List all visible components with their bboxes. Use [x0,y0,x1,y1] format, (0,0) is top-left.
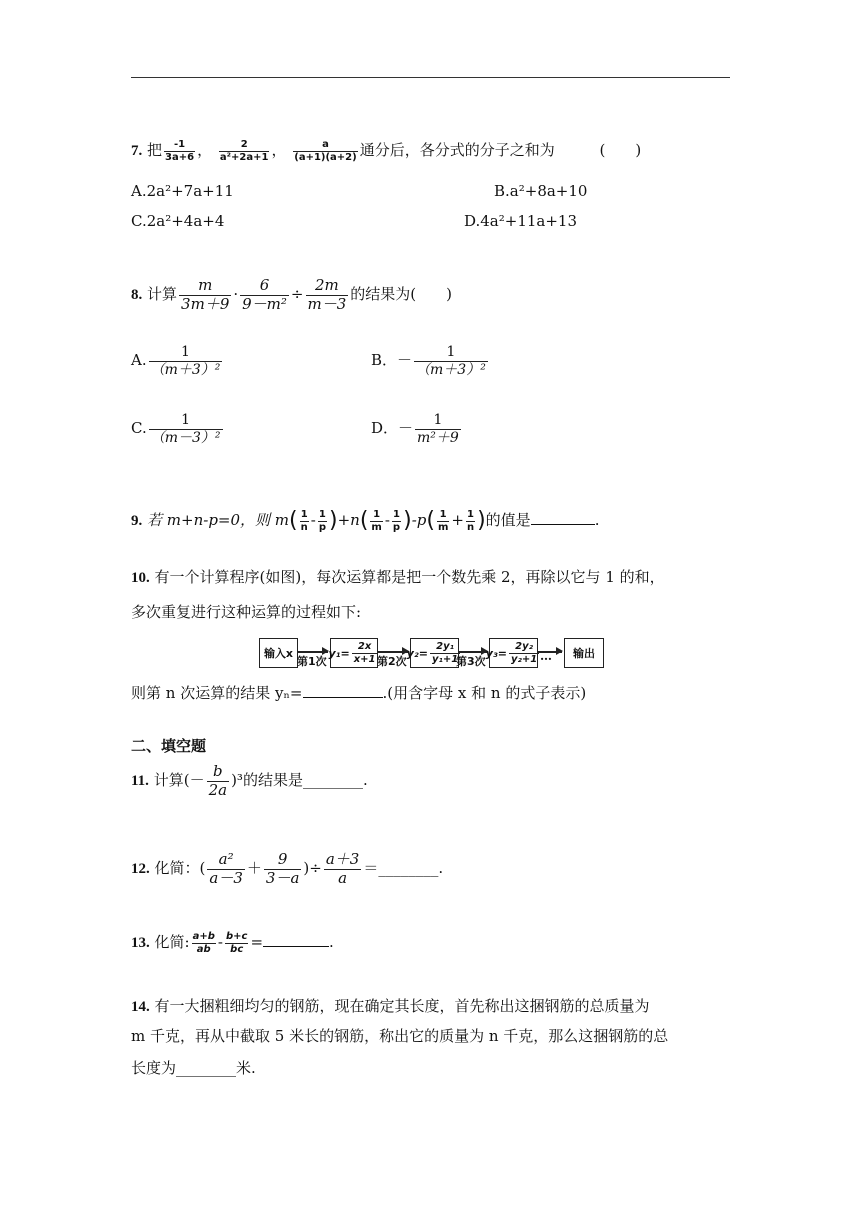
question-10-line2: 多次重复进行这种运算的过程如下: [131,603,362,621]
q7-option-c: C.2a²+4a+4 [131,212,225,230]
flow-output-box: 输出 [564,638,604,668]
header-rule [131,77,730,78]
question-10-line3: 则第 n 次运算的结果 yₙ= .(用含字母 x 和 n 的式子表示) [131,684,587,702]
flow-y2-box: y₂= $\frac{\text{2y₁}}{\text{y₁+1}}$ [410,638,459,668]
q7-fraction-3: $\frac{a}{(a+1)(a+2)}$ [294,139,357,163]
q7-option-b: B.a²+8a+10 [494,182,588,200]
q8-fraction-3: $\frac{2m}{m-3}$ [307,276,347,313]
question-13: 13. 化简: $\frac{a+b}{ab}$ - $\frac{b+c}{bc}$ = . [131,931,334,955]
question-14-line3: 长度为________米. [131,1059,256,1077]
flow-ellipsis: … [540,649,552,663]
question-7: 7. 把 $\frac{-1}{3a+6}$ ， $\frac{2}{\text{a²+2a+1}}$ ， $\frac{a}{(a+1)(a+2)}$ 通分后，各分式的分子之和为 ( ) [131,139,642,163]
q8-option-c: C. $\frac{1}{\text{（m－3）²}}$ [131,412,221,446]
question-9: 9. 若 m+n-p=0，则 m( $\frac{1}{n}$ - $\frac{1}{p}$ )+n( $\frac{1}{m}$ - $\frac{1}{p}$ )-p( $\frac{1}{m}$ + $\frac{1}{n}$ )的值是 . [131,508,600,533]
q8-option-a: A. $\frac{1}{\text{（m＋3）²}}$ [131,344,221,378]
answer-blank [303,683,383,698]
flow-step-1-label: 第1次 [297,655,327,668]
q7-fraction-2: $\frac{2}{\text{a²+2a+1}}$ [219,139,269,163]
calculation-flowchart [259,635,604,669]
question-14-line1: 14. 有一大捆粗细均匀的钢筋，现在确定其长度，首先称出这捆钢筋的总质量为 [131,997,650,1015]
answer-paren: ( ) [599,141,642,159]
question-14-line2: m 千克，再从中截取 5 米长的钢筋，称出它的质量为 n 千克，那么这捆钢筋的总 [131,1027,669,1045]
question-12: 12. 化简：( $\frac{\text{a²}}{a-3}$ ＋ $\frac{9}{3-a}$ )÷ $\frac{a+3}{a}$ ＝________. [131,850,444,887]
question-8: 8. 计算 $\frac{m}{3m+9}$ · $\frac{6}{\text{9－m²}}$ ÷ $\frac{2m}{m-3}$ 的结果为( ) [131,276,452,313]
answer-blank [263,932,329,947]
q7-option-a: A.2a²+7a+11 [131,182,234,200]
section-heading-fill-in: 二、填空题 [131,737,207,755]
flow-step-2-label: 第2次 [377,655,407,668]
answer-blank [531,510,595,525]
q7-option-d: D.4a²+11a+13 [464,212,578,230]
flow-y3-box: y₃= $\frac{\text{2y₂}}{\text{y₂+1}}$ [489,638,538,668]
flow-step-3-label: 第3次 [456,655,486,668]
q8-fraction-2: $\frac{6}{\text{9－m²}}$ [242,276,287,313]
question-11: 11. 计算(－ $\frac{b}{2a}$ )³的结果是________. [131,762,368,799]
q8-option-d: D．－ $\frac{1}{\text{m²＋9}}$ [371,412,459,446]
q8-fraction-1: $\frac{m}{3m+9}$ [181,276,230,313]
question-10-line1: 10. 有一个计算程序(如图)，每次运算都是把一个数先乘 2，再除以它与 1 的和， [131,568,665,586]
q8-option-b: B．－ $\frac{1}{\text{（m＋3）²}}$ [371,344,486,378]
flow-y1-box: y₁= $\frac{2x}{x+1}$ [330,638,378,668]
flow-input-box: 输入x [259,638,298,668]
q7-fraction-1: $\frac{-1}{3a+6}$ [165,139,195,163]
